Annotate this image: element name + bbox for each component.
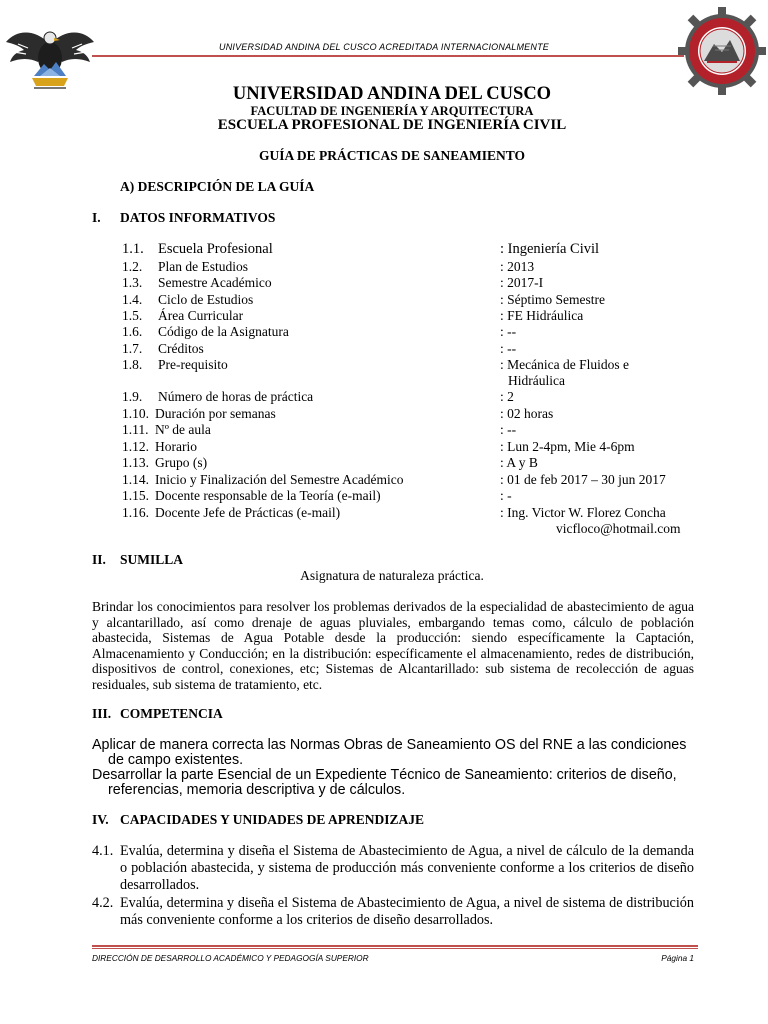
- info-row: [122, 472, 722, 488]
- info-row-label: Ciclo de Estudios: [158, 292, 254, 307]
- university-title: UNIVERSIDAD ANDINA DEL CUSCO: [232, 84, 552, 104]
- info-row-value: : --: [500, 422, 517, 437]
- info-row: [122, 439, 722, 455]
- info-row-label: Docente responsable de la Teoría (e-mail): [155, 488, 381, 503]
- section-2-title: SUMILLA: [120, 552, 184, 567]
- info-row-number: 1.10.: [122, 406, 149, 421]
- info-row-label: Inicio y Finalización del Semestre Académico: [155, 472, 404, 487]
- info-row-number: 1.11.: [122, 422, 149, 437]
- competencia-line: de campo existentes.: [108, 752, 244, 768]
- info-row-number: 1.5.: [122, 308, 143, 323]
- capacity-item-text: Evalúa, determina y diseña el Sistema de Abastecimiento de Agua, a nivel de cálculo de la demanda o población abastecida, y sistema de producción más conveniente conforme a los criterios de diseño desarrollados.: [120, 843, 694, 893]
- info-row-continuation: [122, 521, 722, 537]
- capacity-item: [92, 895, 694, 929]
- info-row: [122, 241, 722, 257]
- info-row-label: Escuela Profesional: [158, 241, 273, 257]
- info-row-value: : A y B: [500, 455, 538, 470]
- info-row-label: Duración por semanas: [155, 406, 276, 421]
- info-row-label: Número de horas de práctica: [158, 389, 314, 404]
- info-row-number: 1.1.: [122, 241, 144, 257]
- header-divider: [92, 55, 684, 57]
- capacity-item-text: Evalúa, determina y diseña el Sistema de Abastecimiento de Agua, a nivel de sistema de distribución más conveniente conforme a los criterios de diseño desarrollados.: [120, 895, 694, 928]
- info-row: [122, 505, 722, 521]
- section-1-number: I.: [92, 210, 101, 225]
- info-row-number: 1.15.: [122, 488, 149, 503]
- section-3-title: COMPETENCIA: [120, 706, 223, 721]
- info-row: [122, 259, 722, 275]
- info-row-value: : --: [500, 341, 517, 356]
- info-row-number: 1.16.: [122, 505, 149, 520]
- info-row-label: Horario: [155, 439, 197, 454]
- info-row-value: : Ing. Victor W. Florez Concha: [500, 505, 666, 520]
- info-row-number: 1.7.: [122, 341, 143, 356]
- capacity-item: [92, 843, 694, 894]
- info-row-label: Plan de Estudios: [158, 259, 248, 274]
- info-row: [122, 324, 722, 340]
- info-row: [122, 357, 722, 373]
- section-1-title: DATOS INFORMATIVOS: [120, 210, 276, 225]
- faculty-title: FACULTAD DE INGENIERÍA Y ARQUITECTURA: [250, 104, 534, 118]
- info-row-label: Créditos: [158, 341, 204, 356]
- footer-divider: [92, 945, 698, 947]
- info-row: [122, 275, 722, 291]
- info-row-value: : Ingeniería Civil: [500, 241, 600, 257]
- accreditation-header-text: UNIVERSIDAD ANDINA DEL CUSCO ACREDITADA INTERNACIONALMENTE: [219, 42, 549, 52]
- info-row-value: : --: [500, 324, 517, 339]
- competencia-line: Desarrollar la parte Esencial de un Expediente Técnico de Saneamiento: criterios de diseño,: [92, 767, 677, 783]
- info-row: [122, 455, 722, 471]
- info-row-value: : -: [500, 488, 512, 503]
- section-4-number: IV.: [92, 812, 109, 827]
- section-3-number: III.: [92, 706, 112, 721]
- info-row-number: 1.4.: [122, 292, 143, 307]
- competencia-line: referencias, memoria descriptiva y de cálculos.: [108, 782, 406, 798]
- sumilla-subtitle: Asignatura de naturaleza práctica.: [300, 568, 484, 583]
- info-row: [122, 406, 722, 422]
- guide-title: GUÍA DE PRÁCTICAS DE SANEAMIENTO: [258, 148, 526, 163]
- info-row-value: : 01 de feb 2017 – 30 jun 2017: [500, 472, 666, 487]
- page-number: Página 1: [661, 953, 694, 963]
- info-row-label: Nº de aula: [155, 422, 211, 437]
- school-title: ESCUELA PROFESIONAL DE INGENIERÍA CIVIL: [217, 117, 567, 133]
- info-row: [122, 488, 722, 504]
- info-row-number: 1.8.: [122, 357, 143, 372]
- info-row-number: 1.14.: [122, 472, 149, 487]
- info-row-value-line2: Hidráulica: [508, 373, 565, 388]
- info-row-label: Grupo (s): [155, 455, 208, 470]
- teacher-email: vicfloco@hotmail.com: [556, 521, 681, 536]
- info-row-label: Pre-requisito: [158, 357, 228, 372]
- info-row-value: : FE Hidráulica: [500, 308, 584, 323]
- footer-department: DIRECCIÓN DE DESARROLLO ACADÉMICO Y PEDAGOGÍA SUPERIOR: [92, 953, 369, 963]
- info-row-number: 1.13.: [122, 455, 149, 470]
- section-2-number: II.: [92, 552, 106, 567]
- info-row-number: 1.3.: [122, 275, 143, 290]
- info-row-continuation: [122, 373, 722, 389]
- info-row-number: 1.6.: [122, 324, 143, 339]
- footer-divider-thin: [92, 948, 698, 949]
- section-4-title: CAPACIDADES Y UNIDADES DE APRENDIZAJE: [120, 812, 425, 827]
- info-row: [122, 422, 722, 438]
- info-row-value: : 2013: [500, 259, 535, 274]
- info-row-number: 1.2.: [122, 259, 143, 274]
- info-row-label: Semestre Académico: [158, 275, 272, 290]
- info-row-value: : Séptimo Semestre: [500, 292, 605, 307]
- info-row: [122, 389, 722, 405]
- info-row-value: : 02 horas: [500, 406, 554, 421]
- info-row-number: 1.12.: [122, 439, 149, 454]
- info-row: [122, 341, 722, 357]
- competencia-line: Aplicar de manera correcta las Normas Obras de Saneamiento OS del RNE a las condiciones: [92, 737, 687, 753]
- info-row-label: Área Curricular: [158, 308, 244, 323]
- info-row-label: Código de la Asignatura: [158, 324, 289, 339]
- capacity-item-number: 4.1.: [92, 843, 114, 859]
- capacity-item-number: 4.2.: [92, 895, 114, 911]
- info-row-value: : 2: [500, 389, 514, 404]
- info-row: [122, 292, 722, 308]
- info-row: [122, 308, 722, 324]
- sumilla-paragraph: Brindar los conocimientos para resolver los problemas derivados de la especialidad de abastecimiento de agua y alcantarillado, así como drenaje de aguas pluviales, embargando temas como, cálculo de población abastecida, Sistemas de Agua Potable desde la producción: siendo específicamente la Captación, Almacenamiento y Conducción; en la distribución: específicamente el almacenamiento, redes de distribución, dispositivos de control, conexiones, etc; Sistemas de Alcantarillado: sub sistema de recolección de aguas residuales, sub sistema de tratamiento, etc.: [92, 599, 694, 692]
- info-row-value: : Mecánica de Fluidos e: [500, 357, 629, 372]
- info-row-number: 1.9.: [122, 389, 143, 404]
- info-row-label: Docente Jefe de Prácticas (e-mail): [155, 505, 341, 520]
- section-a-heading: A) DESCRIPCIÓN DE LA GUÍA: [120, 179, 315, 194]
- info-row-value: : 2017-I: [500, 275, 544, 290]
- info-row-value: : Lun 2-4pm, Mie 4-6pm: [500, 439, 635, 454]
